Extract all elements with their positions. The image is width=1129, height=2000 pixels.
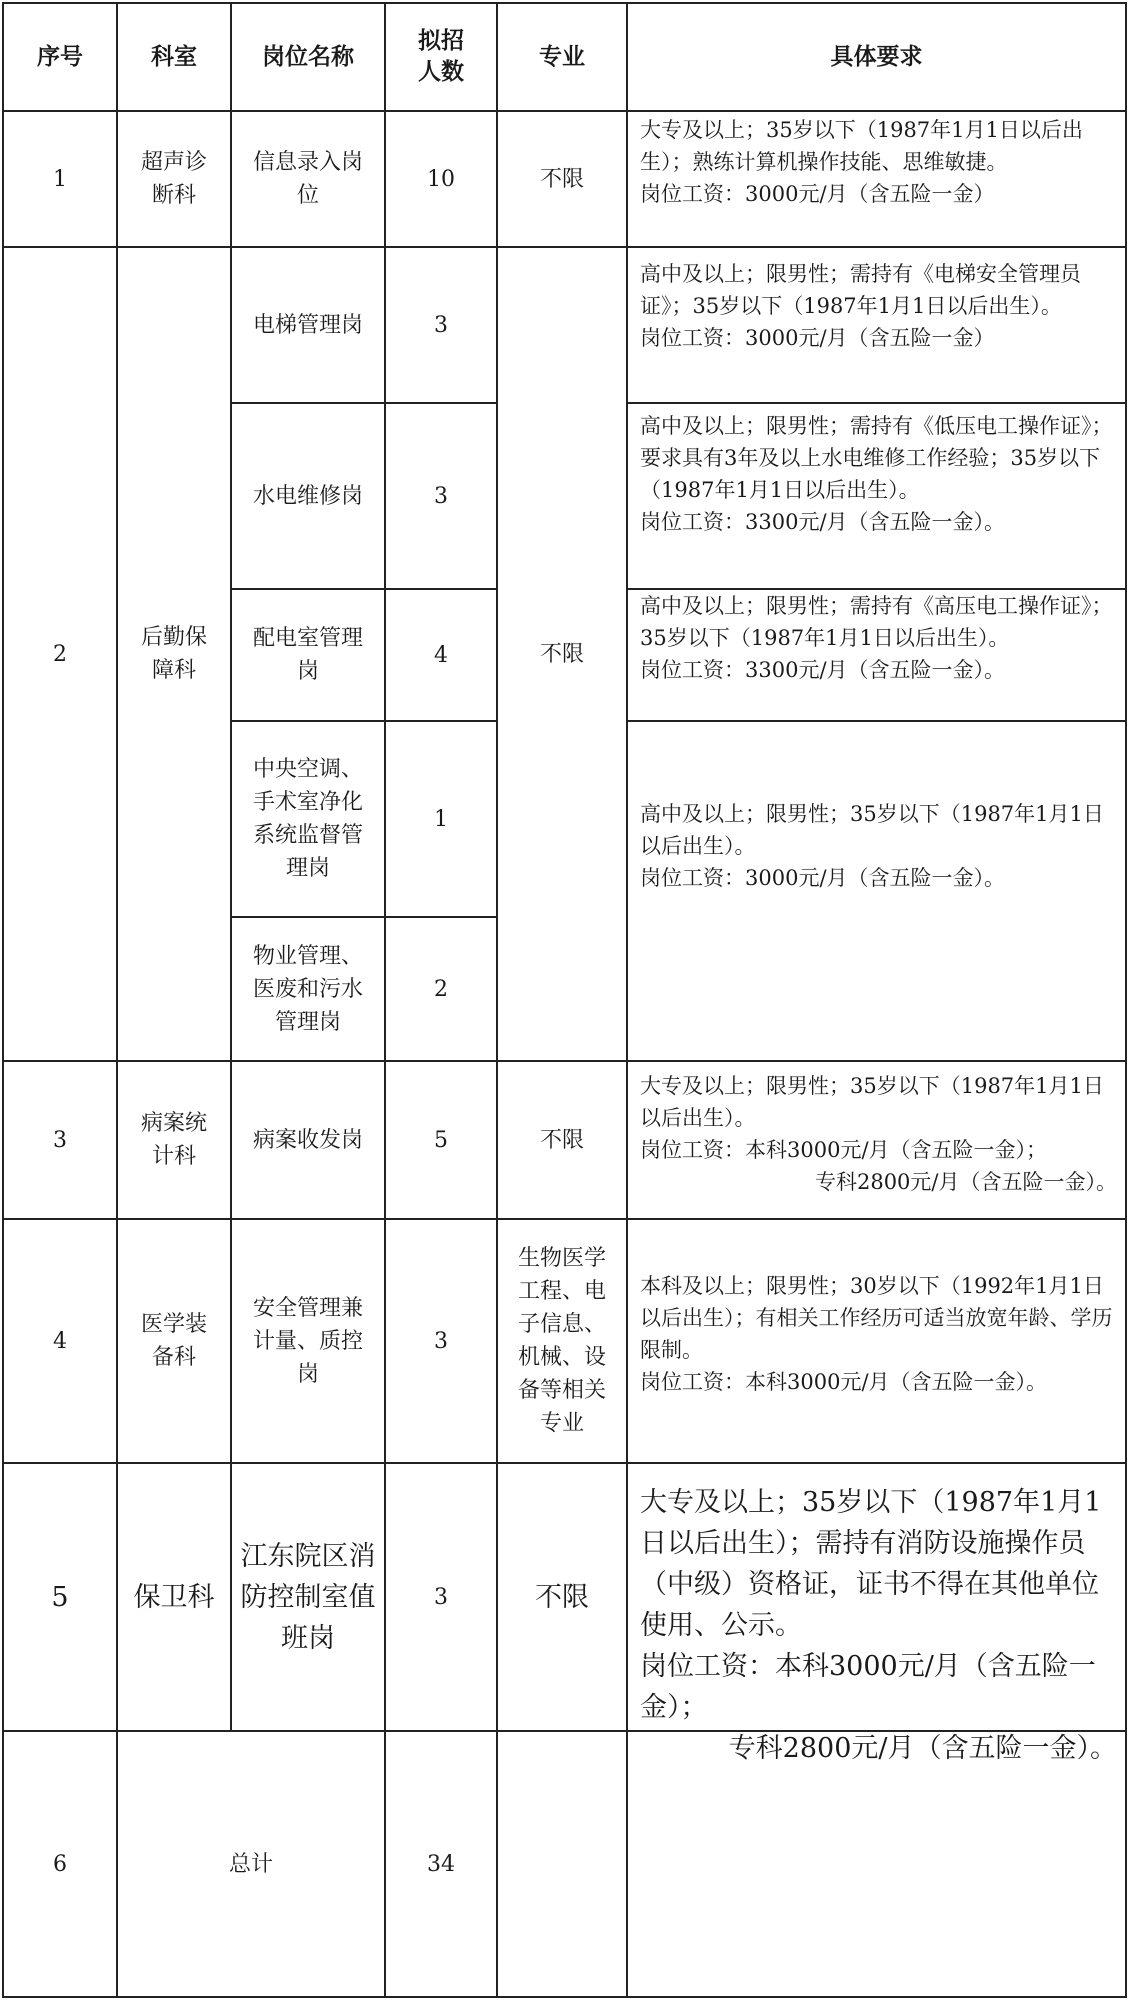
- row2c-requirements: [628, 590, 1125, 720]
- table-border-bottom: [2, 1996, 1127, 1998]
- row2b-count: 3: [434, 483, 448, 509]
- header-requirements: 具体要求: [830, 43, 923, 70]
- salary-text: 岗位工资：本科3000元/月（含五险一金）；: [640, 1651, 1096, 1723]
- row4-department: 医学装备科: [140, 1312, 207, 1370]
- row2c-count: 4: [434, 642, 448, 668]
- requirement-text: 大专及以上；35岁以下（1987年1月1日以后出生）；熟练计算机操作技能、思维敏捷。: [640, 118, 1083, 174]
- header-count: 拟招人数: [418, 28, 464, 85]
- salary-text: 岗位工资：本科3000元/月（含五险一金）。: [640, 1370, 1048, 1394]
- header-department: 科室: [151, 43, 197, 70]
- total-requirements-empty: [628, 1732, 1125, 1996]
- row1-index: 1: [53, 166, 67, 192]
- row2a-count: 3: [434, 312, 448, 338]
- row5-index: 5: [51, 1581, 69, 1613]
- salary-text-specialist: 专科2800元/月（含五险一金）。: [814, 1170, 1117, 1194]
- row3-position: 病案收发岗: [252, 1127, 363, 1153]
- salary-text: 岗位工资：3000元/月（含五险一金）: [640, 326, 995, 350]
- row2de-requirements: [628, 722, 1125, 1060]
- requirement-text: 高中及以上；限男性；35岁以下（1987年1月1日以后出生）。: [640, 802, 1104, 858]
- total-index: 6: [53, 1851, 67, 1877]
- row2a-requirements: [628, 248, 1125, 402]
- requirement-text: 本科及以上；限男性；30岁以下（1992年1月1日以后出生）；有相关工作经历可适当放宽年龄、学历限制。: [640, 1274, 1113, 1362]
- row2b-requirements: [628, 404, 1125, 588]
- row2a-position: 电梯管理岗: [252, 312, 363, 338]
- row1-position: 信息录入岗位: [252, 150, 363, 208]
- row4-position: 安全管理兼计量、质控岗: [252, 1295, 363, 1387]
- requirement-text: 高中及以上；限男性；需持有《电梯安全管理员证》；35岁以下（1987年1月1日以后出生）。: [640, 262, 1081, 318]
- row1-department: 超声诊断科: [140, 150, 207, 208]
- row2b-position: 水电维修岗: [252, 483, 363, 509]
- row5-count: 3: [434, 1584, 448, 1610]
- row3-major: 不限: [539, 1127, 584, 1153]
- row2e-count: 2: [434, 976, 448, 1002]
- header-position: 岗位名称: [262, 43, 354, 70]
- row2c-position: 配电室管理岗: [252, 626, 363, 684]
- total-count: 34: [427, 1851, 455, 1877]
- salary-text: 岗位工资：3300元/月（含五险一金）。: [640, 658, 1006, 682]
- row4-count: 3: [434, 1328, 448, 1354]
- salary-text: 岗位工资：本科3000元/月（含五险一金）；: [640, 1138, 1048, 1162]
- row1-count: 10: [427, 166, 455, 192]
- row3-count: 5: [434, 1127, 448, 1153]
- row2d-count: 1: [434, 806, 448, 832]
- table-border-right: [1125, 2, 1127, 1998]
- requirement-text: 高中及以上；限男性；需持有《低压电工操作证》；要求具有3年及以上水电维修工作经验；35岁以下（1987年1月1日以后出生）。: [640, 414, 1113, 502]
- header-index: 序号: [37, 43, 83, 70]
- row1-major: 不限: [539, 166, 584, 192]
- row4-requirements: [628, 1220, 1125, 1462]
- row4-major: 生物医学工程、电子信息、机械、设备等相关专业: [517, 1246, 606, 1436]
- row1-requirements: [628, 112, 1125, 246]
- row5-department: 保卫科: [133, 1581, 215, 1613]
- salary-text-specialist: 专科2800元/月（含五险一金）。: [728, 1733, 1117, 1764]
- header-major: 专业: [539, 43, 585, 70]
- row2-department: 后勤保障科: [140, 625, 207, 683]
- row5-position: 江东院区消防控制室值班岗: [240, 1540, 376, 1654]
- row5-requirements: [628, 1464, 1125, 1764]
- row3-index: 3: [53, 1127, 67, 1153]
- row2e-position: 物业管理、医废和污水管理岗: [252, 943, 363, 1035]
- row3-department: 病案统计科: [140, 1111, 207, 1169]
- row2-index: 2: [53, 641, 67, 667]
- requirement-text: 高中及以上；限男性；需持有《高压电工操作证》；35岁以下（1987年1月1日以后出生）。: [640, 594, 1113, 650]
- row3-requirements: [628, 1062, 1125, 1218]
- requirement-text: 大专及以上；限男性；35岁以下（1987年1月1日以后出生）。: [640, 1074, 1104, 1130]
- salary-text: 岗位工资：3000元/月（含五险一金）。: [640, 866, 1006, 890]
- row2d-position: 中央空调、手术室净化系统监督管理岗: [252, 757, 363, 881]
- requirement-text: 大专及以上；35岁以下（1987年1月1日以后出生）；需持有消防设施操作员（中级）资格证，证书不得在其他单位使用、公示。: [640, 1487, 1102, 1641]
- row5-major: 不限: [535, 1581, 589, 1613]
- row4-index: 4: [53, 1328, 67, 1354]
- row2-major: 不限: [539, 641, 584, 667]
- salary-text: 岗位工资：3300元/月（含五险一金）。: [640, 510, 1006, 534]
- salary-text: 岗位工资：3000元/月（含五险一金）: [640, 182, 995, 206]
- total-major-empty: [498, 1732, 626, 1996]
- total-label: 总计: [228, 1851, 273, 1877]
